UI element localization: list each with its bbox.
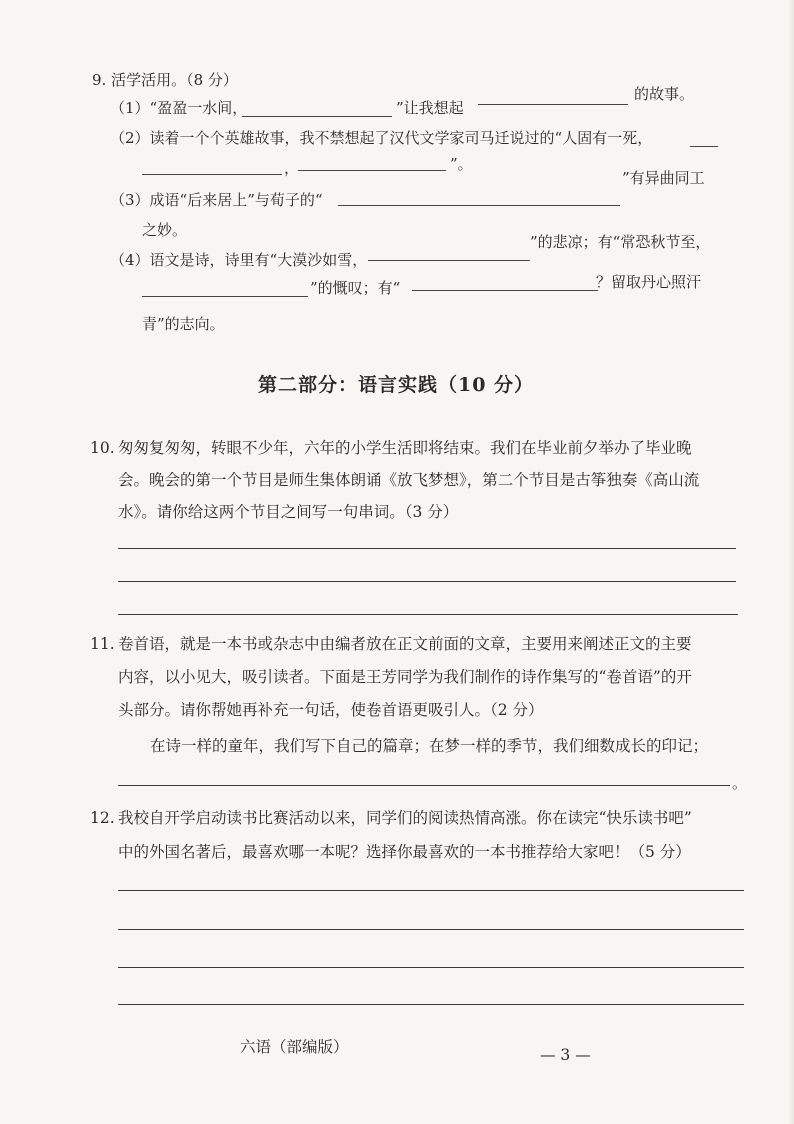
q10-line-1: 匆匆复匆匆，转眼不少年，六年的小学生活即将结束。我们在毕业前夕举办了毕业晚 bbox=[118, 439, 692, 457]
q9-s3-blank[interactable] bbox=[338, 205, 620, 206]
q10-answer-line-1[interactable] bbox=[118, 548, 736, 549]
q12-num: 12. bbox=[90, 809, 115, 827]
q9-s2-b: ， bbox=[284, 159, 300, 177]
q9-s3-a: （3）成语“后来居上”与荀子的“ bbox=[110, 191, 323, 209]
q11-line-2: 内容，以小见大，吸引读者。下面是王芳同学为我们制作的诗作集写的“卷首语”的开 bbox=[118, 668, 692, 686]
q9-s4-blank-1[interactable] bbox=[368, 260, 530, 261]
q9-s1-b: ”让我想起 bbox=[396, 99, 464, 117]
q9-s3-b: ”有异曲同工 bbox=[622, 169, 705, 187]
q10-answer-line-2[interactable] bbox=[118, 581, 736, 582]
q10-line-2: 会。晚会的第一个节目是师生集体朗诵《放飞梦想》，第二个节目是古筝独奏《高山流 bbox=[118, 471, 700, 489]
q12-answer-line-4[interactable] bbox=[118, 1004, 744, 1005]
q9-s4-b: ”的悲凉；有“常恐秋节至， bbox=[530, 233, 711, 251]
q9-s1-blank-2[interactable] bbox=[478, 104, 628, 105]
q9-s1-blank-1[interactable] bbox=[242, 116, 392, 117]
q11-num: 11. bbox=[90, 635, 115, 653]
page-edge-shadow bbox=[788, 0, 794, 1124]
q9-s1-c: 的故事。 bbox=[634, 85, 695, 103]
q10-num: 10. bbox=[90, 439, 115, 457]
q12-answer-line-1[interactable] bbox=[118, 890, 744, 891]
q9-s4-a: （4）语文是诗，诗里有“大漠沙如雪， bbox=[110, 251, 368, 269]
part2-heading: 第二部分：语言实践（10 分） bbox=[258, 374, 535, 396]
q12-line-2: 中的外国名著后，最喜欢哪一本呢？选择你最喜欢的一本书推荐给大家吧！（5 分） bbox=[118, 843, 691, 861]
q11-end-mark: 。 bbox=[732, 774, 748, 792]
q11-answer-line[interactable] bbox=[118, 785, 730, 786]
q9-s4-d: ？留取丹心照汗 bbox=[596, 273, 702, 291]
page-number: — 3 — bbox=[540, 1046, 591, 1064]
q9-s3-c: 之妙。 bbox=[142, 221, 188, 239]
q11-line-4: 在诗一样的童年，我们写下自己的篇章；在梦一样的季节，我们细数成长的印记； bbox=[150, 737, 709, 755]
q11-line-3: 头部分。请你帮她再补充一句话，使卷首语更吸引人。（2 分） bbox=[118, 701, 544, 719]
footer-subject: 六语（部编版） bbox=[240, 1038, 349, 1056]
q9-s4-e: 青”的志向。 bbox=[142, 315, 225, 333]
q9-s4-blank-3[interactable] bbox=[412, 290, 598, 291]
q9-s2-blank-2[interactable] bbox=[298, 170, 446, 171]
q9-s2-a: （2）读着一个个英雄故事，我不禁想起了汉代文学家司马迁说过的“人固有一死， bbox=[110, 129, 653, 147]
q12-line-1: 我校自开学启动读书比赛活动以来，同学们的阅读热情高涨。你在读完“快乐读书吧” bbox=[118, 809, 692, 827]
q9-title: 9. 活学活用。（8 分） bbox=[92, 71, 238, 89]
q12-answer-line-3[interactable] bbox=[118, 967, 744, 968]
q10-line-3: 水》。请你给这两个节目之间写一句串词。（3 分） bbox=[118, 503, 459, 521]
q9-s2-blank-0[interactable] bbox=[690, 146, 718, 147]
q9-s2-blank-1[interactable] bbox=[142, 174, 282, 175]
q9-s4-c: ”的慨叹；有“ bbox=[310, 279, 401, 297]
q12-answer-line-2[interactable] bbox=[118, 929, 744, 930]
q11-line-1: 卷首语，就是一本书或杂志中由编者放在正文前面的文章，主要用来阐述正文的主要 bbox=[118, 635, 692, 653]
q9-s1-a: （1）“盈盈一水间， bbox=[110, 99, 248, 117]
q9-s2-c: ”。 bbox=[450, 155, 473, 173]
q9-s4-blank-2[interactable] bbox=[142, 296, 308, 297]
q10-answer-line-3[interactable] bbox=[118, 614, 738, 615]
